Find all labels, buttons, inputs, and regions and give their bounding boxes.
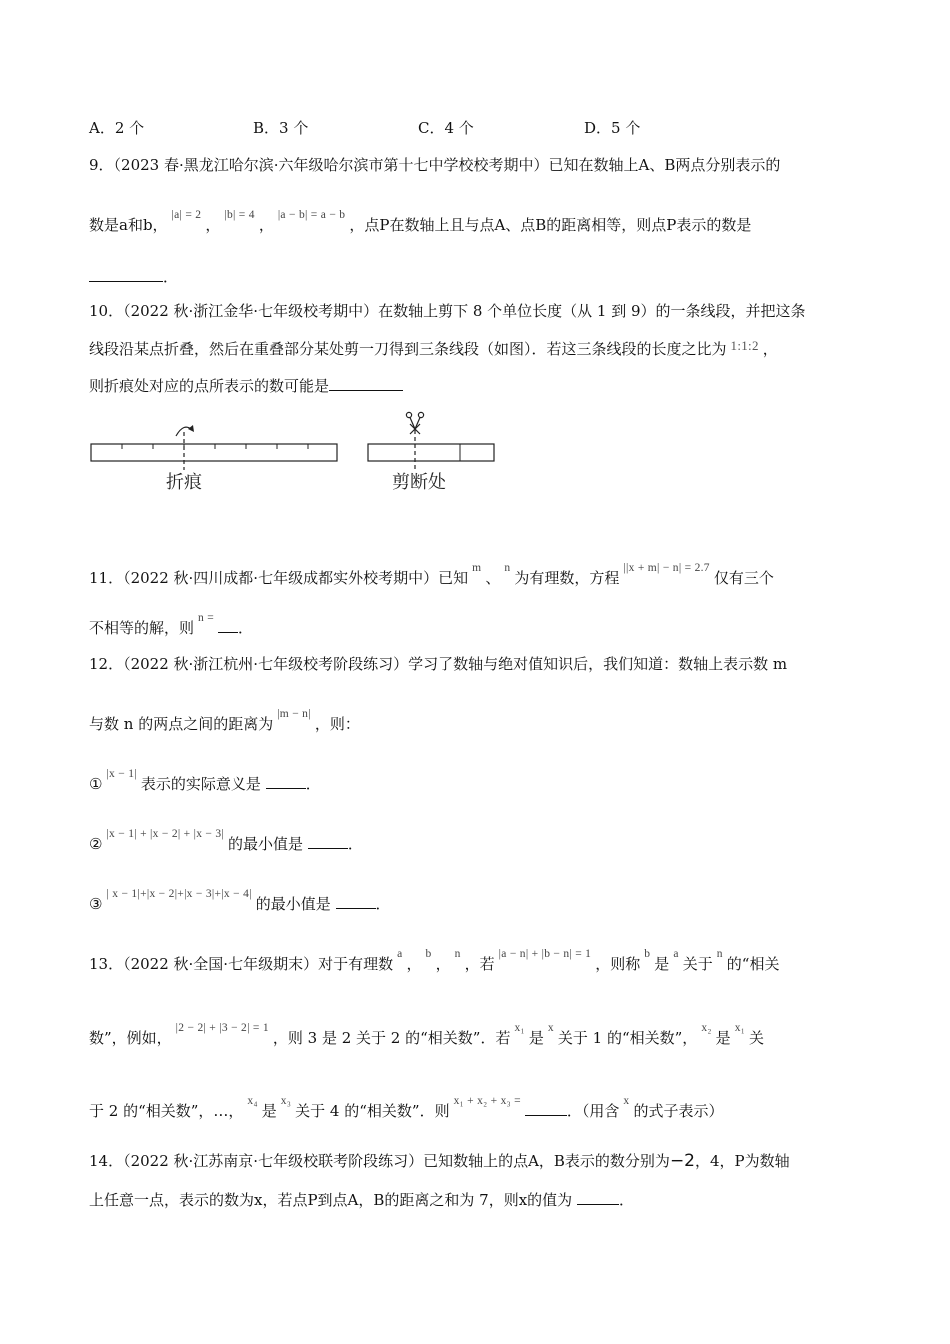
- q13-formula-2: |2 − 2| + |3 − 2| = 1: [175, 1022, 269, 1034]
- q13-text-f: 的“相关: [726, 955, 780, 973]
- q13-var-x2: x₂: [701, 1022, 712, 1034]
- fig-label-cut: 剪断处: [392, 472, 446, 493]
- option-a: A．2 个: [89, 119, 145, 137]
- q13-var-x4: x₄: [247, 1095, 258, 1107]
- q12-blank-3[interactable]: [336, 894, 376, 909]
- q13-text-c: ，则称: [595, 955, 641, 973]
- q9-end: ．: [163, 268, 179, 286]
- q13-text-o: 关于 4 的“相关数”．则: [295, 1102, 450, 1120]
- q10-line-1: 10．（2022 秋·浙江金华·七年级校考期中）在数轴上剪下 8 个单位长度（从 1 到 9）的一条线段，并把这条: [89, 302, 806, 320]
- segment-bar: [91, 444, 337, 461]
- q14-text-c: 上任意一点，表示的数为x，若点P到点A，B的距离之和为 7，则x的值为: [89, 1191, 573, 1209]
- q12-formula-2: |x − 1| + |x − 2| + |x − 3|: [106, 828, 225, 840]
- q11-n-eq: n =: [198, 612, 215, 624]
- q13-var-n: n: [454, 948, 461, 960]
- q14-text-a: 14．（2022 秋·江苏南京·七年级校联考阶段练习）已知数轴上的点A，B表示的数分别为: [89, 1152, 670, 1170]
- q11-line-1: [89, 562, 774, 591]
- q13-var-a2: a: [673, 948, 679, 960]
- q11-text-a: 11．（2022 秋·四川成都·七年级成都实外校考期中）已知: [89, 569, 469, 587]
- q12-formula-3: | x − 1|+|x − 2|+|x − 3|+|x − 4|: [106, 888, 252, 900]
- q12-blank-2[interactable]: [308, 834, 348, 849]
- q13-line-1: [89, 948, 780, 977]
- q13-text-a: 13．（2022 秋·全国·七年级期末）对于有理数: [89, 955, 394, 973]
- q13-text-l: 关: [749, 1029, 765, 1047]
- q13-text-g: 数”，例如，: [89, 1029, 172, 1047]
- q12-num-1: ①: [89, 775, 103, 793]
- q9-formula-abs-b: |b| = 4: [224, 209, 255, 221]
- q14-line-1: [89, 1150, 790, 1172]
- q11-equation: ||x + m| − n| = 2.7: [623, 562, 710, 574]
- q11-dun: 、: [485, 569, 501, 587]
- q11-end: ．: [238, 619, 254, 637]
- q13-var-x: x: [547, 1022, 554, 1034]
- q10-text-b: ，: [762, 340, 778, 358]
- option-d: D．5 个: [584, 119, 641, 137]
- q13-formula-1: |a − n| + |b − n| = 1: [498, 948, 592, 960]
- q9-answer-blank[interactable]: [89, 267, 163, 282]
- q13-text-j: 关于 1 的“相关数”，: [557, 1029, 698, 1047]
- q13-formula-3: x₁ + x₂ + x₃ =: [453, 1095, 521, 1107]
- q13-var-x1: x₁: [514, 1022, 525, 1034]
- q9-formula-diff: |a − b| = a − b: [277, 209, 346, 221]
- q13-var-x-b: x: [623, 1095, 630, 1107]
- q14-answer-blank[interactable]: [577, 1190, 619, 1205]
- q13-answer-blank[interactable]: [525, 1101, 567, 1116]
- q14-line-2: [89, 1189, 634, 1211]
- q12-sub-1: [89, 768, 321, 797]
- q13-text-h: ，则 3 是 2 关于 2 的“相关数”．若: [272, 1029, 511, 1047]
- q12-end-2: ．: [347, 835, 363, 853]
- q13-var-b2: b: [644, 948, 651, 960]
- q10-figure: [88, 410, 508, 500]
- option-c: C．4 个: [418, 119, 474, 137]
- q10-line-2: [89, 338, 778, 361]
- q11-var-n: n: [504, 562, 511, 574]
- q10-answer-blank[interactable]: [329, 376, 403, 391]
- q14-neg-two: −2: [669, 1151, 695, 1171]
- q11-answer-blank[interactable]: [218, 618, 238, 633]
- q13-var-x3: x₃: [280, 1095, 292, 1107]
- q14-end: ．: [618, 1191, 634, 1209]
- option-b: B．3 个: [253, 119, 309, 137]
- q12-line-2: [89, 708, 360, 737]
- q9-line-3: [89, 266, 178, 288]
- q12-blank-1[interactable]: [266, 774, 306, 789]
- q13-line-3: [89, 1095, 724, 1124]
- q11-text-d: 不相等的解，则: [89, 619, 195, 637]
- q13-var-b: b: [425, 948, 432, 960]
- q10-ratio: 1:1:2: [730, 338, 759, 353]
- q12-sub-3: [89, 888, 391, 917]
- q13-text-q: 的式子表示）: [633, 1102, 724, 1120]
- q9-sep-2: ，: [258, 216, 274, 234]
- fig-label-fold: 折痕: [166, 472, 202, 493]
- q12-end-1: ．: [305, 775, 321, 793]
- q13-text-m: 于 2 的“相关数”，…，: [89, 1102, 244, 1120]
- q13-var-n2: n: [716, 948, 723, 960]
- q12-text-2: 的最小值是: [228, 835, 304, 853]
- q13-text-k: 是: [715, 1029, 731, 1047]
- q12-sub-2: [89, 828, 363, 857]
- q9-text-a: 数是a和b，: [89, 216, 168, 234]
- q12-text-3: 的最小值是: [255, 895, 331, 913]
- q12-num-3: ③: [89, 895, 103, 913]
- q12-formula-dist: |m − n|: [277, 708, 311, 720]
- q9-formula-abs-a: |a| = 2: [171, 209, 202, 221]
- q13-text-d: 是: [654, 955, 670, 973]
- segment-ticks: [122, 444, 308, 449]
- q12-text-1: 表示的实际意义是: [140, 775, 261, 793]
- q12-formula-1: |x − 1|: [106, 768, 137, 780]
- q14-text-b: ，4，P为数轴: [695, 1152, 790, 1170]
- q13-text-n: 是: [261, 1102, 277, 1120]
- q10-text-c: 则折痕处对应的点所表示的数可能是: [89, 377, 330, 395]
- q12-end-3: ．: [375, 895, 391, 913]
- q13-text-i: 是: [528, 1029, 544, 1047]
- folded-bar: [368, 444, 494, 461]
- q12-num-2: ②: [89, 835, 103, 853]
- q9-line-1: 9．（2023 春·黑龙江哈尔滨·六年级哈尔滨市第十七中学校校考期中）已知在数轴上A、B两点分别表示的: [89, 156, 781, 174]
- q9-sep-1: ，: [205, 216, 221, 234]
- q9-line-2: [89, 209, 752, 238]
- q13-text-p: ．（用含: [566, 1102, 620, 1120]
- q10-text-a: 线段沿某点折叠，然后在重叠部分某处剪一刀得到三条线段（如图）．若这三条线段的长度之比为: [89, 340, 727, 358]
- q13-comma-2: ，: [435, 955, 451, 973]
- q13-var-x1b: x₁: [734, 1022, 746, 1034]
- q13-line-2: [89, 1022, 765, 1051]
- q9-text-b: ，点P在数轴上且与点A、点B的距离相等，则点P表示的数是: [349, 216, 752, 234]
- q12-text-a: 与数 n 的两点之间的距离为: [89, 715, 274, 733]
- q11-line-2: [89, 612, 254, 641]
- q13-text-e: 关于: [682, 955, 713, 973]
- q11-text-c: 仅有三个: [713, 569, 774, 587]
- q12-line-1: 12．（2022 秋·浙江杭州·七年级校考阶段练习）学习了数轴与绝对值知识后，我们知道：数轴上表示数 m: [89, 655, 788, 673]
- q13-var-a: a: [397, 948, 403, 960]
- q12-text-b: ，则：: [314, 715, 360, 733]
- q13-text-b: ，若: [464, 955, 495, 973]
- q13-comma-1: ，: [406, 955, 422, 973]
- q11-var-m: m: [472, 562, 482, 574]
- q11-text-b: 为有理数，方程: [514, 569, 620, 587]
- q10-line-3: [89, 375, 403, 397]
